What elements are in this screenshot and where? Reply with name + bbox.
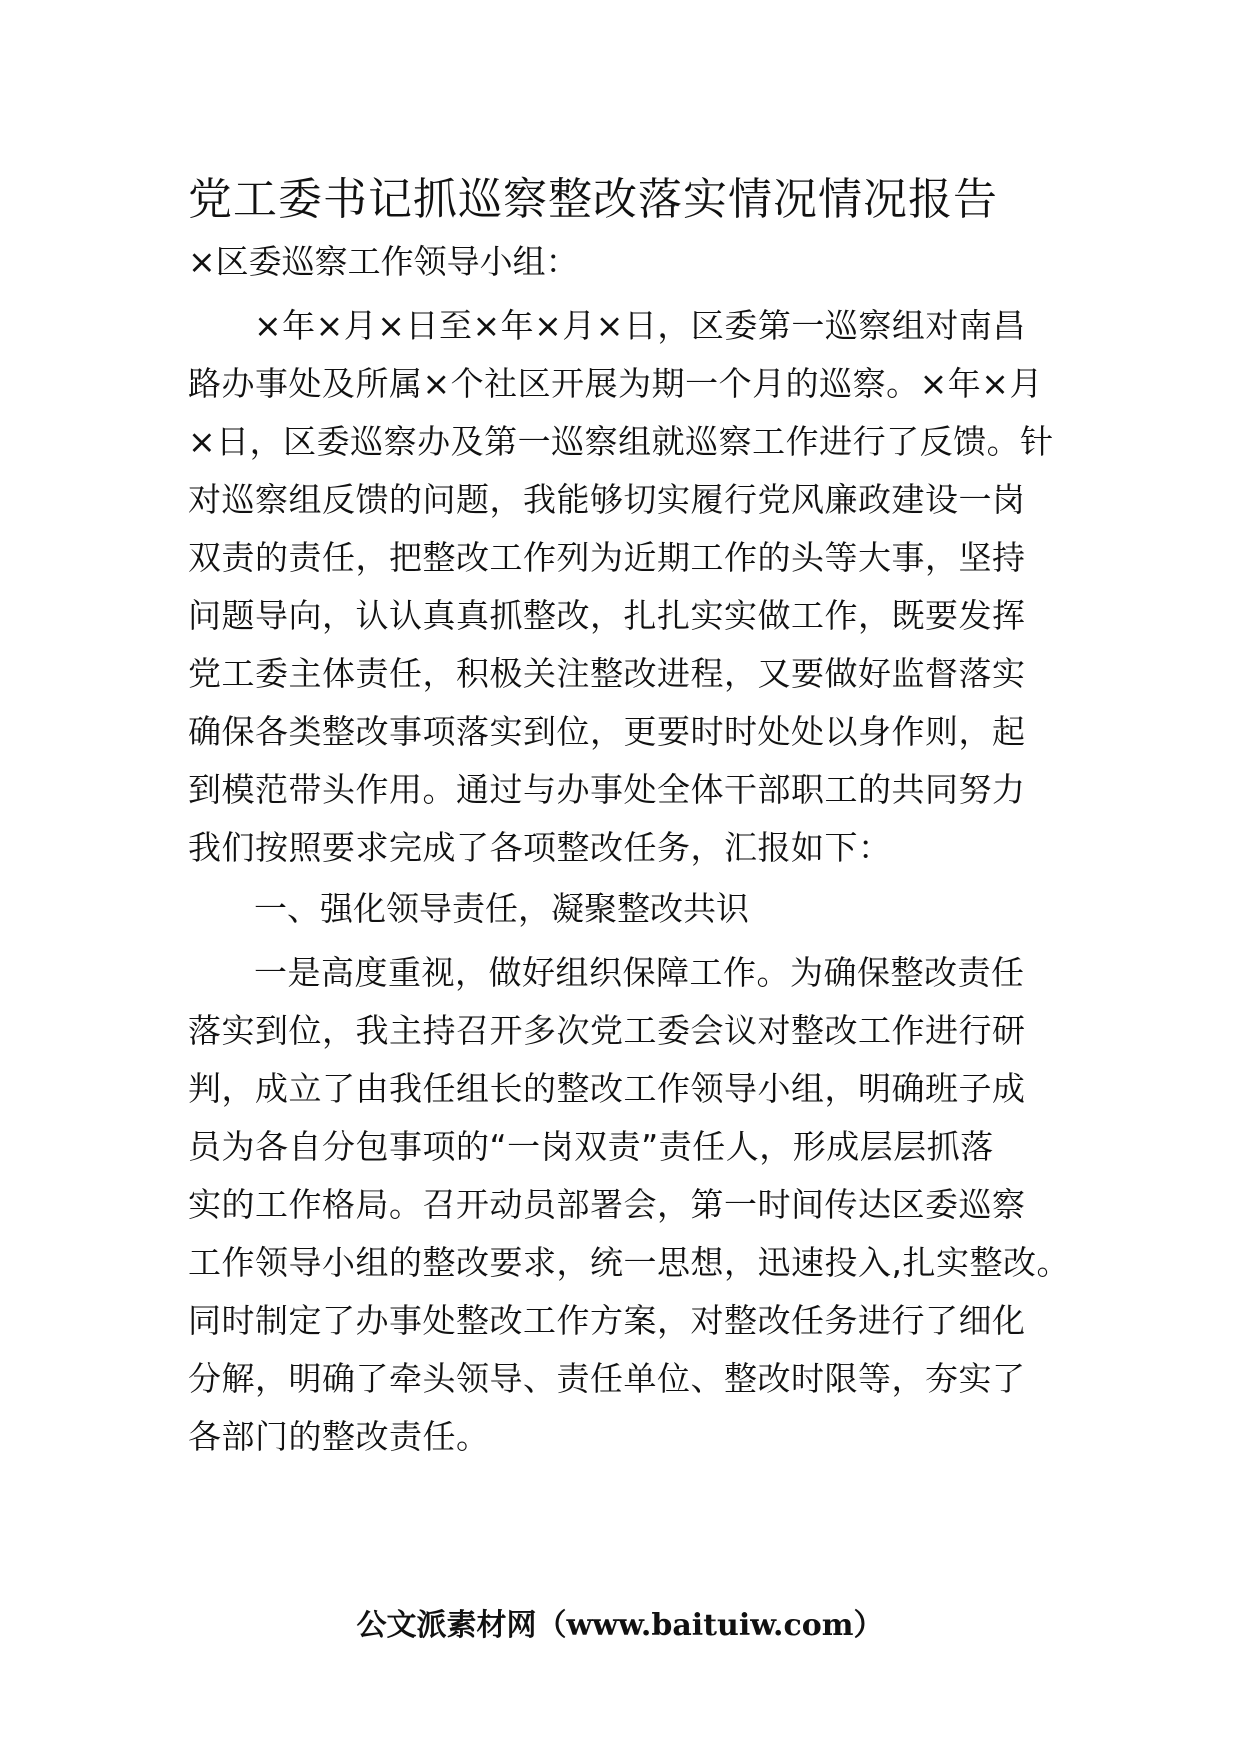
paragraph-2-line: 员为各自分包事项的“一岗双责”责任人，形成层层抓落 bbox=[188, 1127, 994, 1166]
paragraph-2-line: 同时制定了办事处整改工作方案，对整改任务进行了细化 bbox=[188, 1301, 1026, 1340]
paragraph-1-line: 双责的责任，把整改工作列为近期工作的头等大事，坚持 bbox=[188, 538, 1026, 577]
salutation: ×区委巡察工作领导小组： bbox=[188, 242, 579, 281]
paragraph-2-line: 判，成立了由我任组长的整改工作领导小组，明确班子成 bbox=[188, 1069, 1026, 1108]
paragraph-2-line: 分解，明确了牵头领导、责任单位、整改时限等，夯实了 bbox=[188, 1359, 1026, 1398]
paragraph-2-line: 各部门的整改责任。 bbox=[188, 1417, 490, 1456]
paragraph-1-line: 路办事处及所属×个社区开展为期一个月的巡察。×年×月 bbox=[188, 364, 1043, 403]
paragraph-1-line: ×年×月×日至×年×月×日，区委第一巡察组对南昌 bbox=[254, 306, 1026, 345]
paragraph-1-line: 对巡察组反馈的问题，我能够切实履行党风廉政建设一岗 bbox=[188, 480, 1026, 519]
footer-watermark-text: 公文派素材网（www.baituiw.com） bbox=[356, 1608, 884, 1643]
paragraph-2-line: 一是高度重视，做好组织保障工作。为确保整改责任 bbox=[254, 953, 1025, 992]
section-heading: 一、强化领导责任，凝聚整改共识 bbox=[254, 889, 749, 928]
paragraph-1-line: 到模范带头作用。通过与办事处全体干部职工的共同努力 bbox=[188, 770, 1026, 809]
paragraph-1-line: 我们按照要求完成了各项整改任务，汇报如下： bbox=[188, 828, 892, 867]
paragraph-1-line: 党工委主体责任，积极关注整改进程，又要做好监督落实 bbox=[188, 654, 1026, 693]
paragraph-2-line: 实的工作格局。召开动员部署会，第一时间传达区委巡察 bbox=[188, 1185, 1026, 1224]
paragraph-2-line: 落实到位，我主持召开多次党工委会议对整改工作进行研 bbox=[188, 1011, 1026, 1050]
paragraph-1-line: ×日，区委巡察办及第一巡察组就巡察工作进行了反馈。针 bbox=[188, 422, 1054, 461]
paragraph-1-line: 问题导向，认认真真抓整改，扎扎实实做工作，既要发挥 bbox=[188, 596, 1026, 635]
paragraph-2-line: 工作领导小组的整改要求，统一思想，迅速投入,扎实整改。 bbox=[188, 1243, 1070, 1282]
document-title: 党工委书记抓巡察整改落实情况情况报告 bbox=[188, 174, 998, 225]
paragraph-1-line: 确保各类整改事项落实到位，更要时时处处以身作则，起 bbox=[188, 712, 1026, 751]
